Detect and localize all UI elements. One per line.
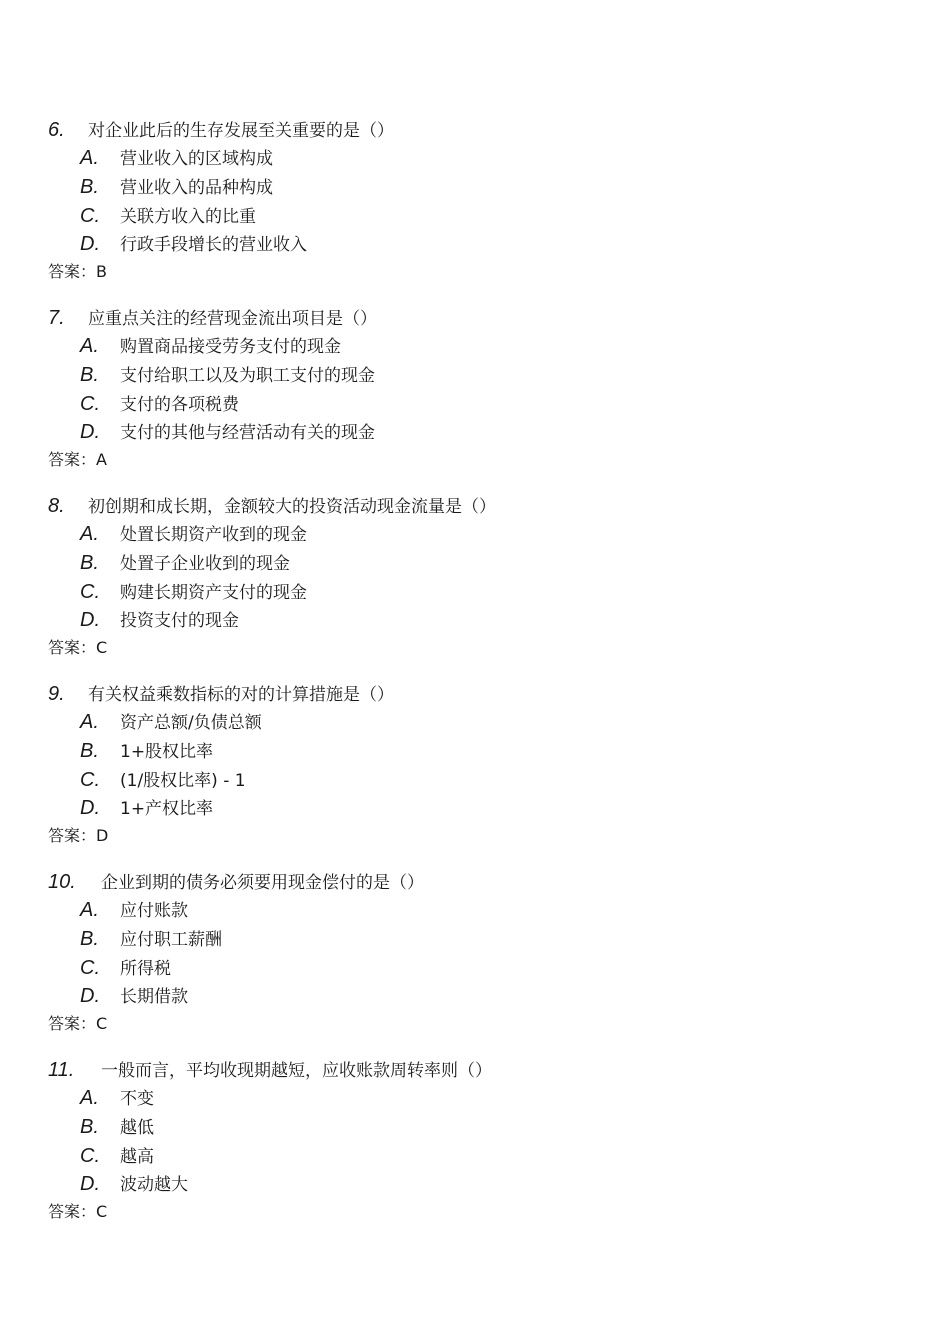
option-letter: A. xyxy=(80,523,99,545)
option-text: 支付的其他与经营活动有关的现金 xyxy=(120,423,375,443)
option-text: 营业收入的品种构成 xyxy=(120,178,273,198)
option-d xyxy=(80,794,213,822)
option-text: 波动越大 xyxy=(120,1175,188,1195)
option-letter: C. xyxy=(80,1145,100,1167)
answer-label: 答案： xyxy=(48,638,97,657)
option-letter: B. xyxy=(80,552,99,574)
option-c xyxy=(80,1142,154,1170)
option-letter: B. xyxy=(80,364,99,386)
question-text: 一般而言，平均收现期越短，应收账款周转率则（） xyxy=(101,1061,492,1081)
answer-label: 答案： xyxy=(48,450,97,469)
option-c xyxy=(80,954,171,982)
option-text: 处置子企业收到的现金 xyxy=(120,554,290,574)
option-d xyxy=(80,230,307,258)
option-b xyxy=(80,173,273,201)
question-number: 11. xyxy=(48,1059,75,1081)
option-text: 处置长期资产收到的现金 xyxy=(120,525,307,545)
option-text: 越低 xyxy=(120,1118,154,1138)
answer-label: 答案： xyxy=(48,262,97,281)
answer-value: B xyxy=(96,262,107,281)
answer-value: D xyxy=(96,826,109,845)
question-list xyxy=(0,116,950,1244)
option-text: 支付的各项税费 xyxy=(120,395,239,415)
option-letter: B. xyxy=(80,1116,99,1138)
question-line xyxy=(48,680,394,708)
question-number: 10. xyxy=(48,871,76,893)
question-number: 9. xyxy=(48,683,65,705)
option-letter: D. xyxy=(80,421,100,443)
question-text: 初创期和成长期，金额较大的投资活动现金流量是（） xyxy=(88,497,496,517)
option-text: 应付账款 xyxy=(120,901,188,921)
option-d xyxy=(80,418,375,446)
answer-line xyxy=(48,1198,107,1226)
option-c xyxy=(80,390,239,418)
option-text: 关联方收入的比重 xyxy=(120,207,256,227)
option-text: 应付职工薪酬 xyxy=(120,930,222,950)
question-number: 8. xyxy=(48,495,65,517)
question-text: 有关权益乘数指标的对的计算措施是（） xyxy=(88,685,394,705)
option-text: 行政手段增长的营业收入 xyxy=(120,235,307,255)
option-letter: C. xyxy=(80,581,100,603)
option-c xyxy=(80,578,307,606)
question-item xyxy=(0,680,950,868)
option-letter: D. xyxy=(80,609,100,631)
option-text: 投资支付的现金 xyxy=(120,611,239,631)
answer-value: C xyxy=(96,1014,108,1033)
option-letter: B. xyxy=(80,928,99,950)
option-a xyxy=(80,332,341,360)
option-c xyxy=(80,766,246,794)
option-letter: A. xyxy=(80,899,99,921)
option-a xyxy=(80,1084,154,1112)
question-item xyxy=(0,492,950,680)
option-text: 资产总额/负债总额 xyxy=(120,713,262,733)
question-line xyxy=(48,492,496,520)
question-item xyxy=(0,1056,950,1244)
option-text: 长期借款 xyxy=(120,987,188,1007)
option-letter: B. xyxy=(80,740,99,762)
question-number: 6. xyxy=(48,119,65,141)
question-item xyxy=(0,116,950,304)
option-letter: A. xyxy=(80,335,99,357)
option-letter: D. xyxy=(80,1173,100,1195)
question-line xyxy=(48,116,394,144)
option-a xyxy=(80,896,188,924)
option-letter: C. xyxy=(80,205,100,227)
option-letter: C. xyxy=(80,769,100,791)
option-text: 1+产权比率 xyxy=(120,799,214,819)
option-a xyxy=(80,708,262,736)
option-text: 营业收入的区域构成 xyxy=(120,149,273,169)
option-letter: C. xyxy=(80,393,100,415)
option-text: 不变 xyxy=(120,1089,154,1109)
option-text: (1/股权比率) - 1 xyxy=(120,771,246,791)
option-letter: B. xyxy=(80,176,99,198)
question-text: 应重点关注的经营现金流出项目是（） xyxy=(88,309,377,329)
option-b xyxy=(80,737,213,765)
option-text: 购置商品接受劳务支付的现金 xyxy=(120,337,341,357)
answer-line xyxy=(48,1010,107,1038)
option-letter: A. xyxy=(80,147,99,169)
option-d xyxy=(80,606,239,634)
answer-line xyxy=(48,822,108,850)
answer-label: 答案： xyxy=(48,826,97,845)
option-b xyxy=(80,361,375,389)
question-number: 7. xyxy=(48,307,65,329)
option-a xyxy=(80,144,273,172)
option-letter: A. xyxy=(80,711,99,733)
question-line xyxy=(48,868,424,896)
option-letter: C. xyxy=(80,957,100,979)
option-b xyxy=(80,1113,154,1141)
option-text: 1+股权比率 xyxy=(120,742,214,762)
question-text: 对企业此后的生存发展至关重要的是（） xyxy=(88,121,394,141)
option-c xyxy=(80,202,256,230)
option-b xyxy=(80,549,290,577)
answer-value: C xyxy=(96,1202,108,1221)
answer-value: C xyxy=(96,638,108,657)
question-line xyxy=(48,1056,492,1084)
option-letter: D. xyxy=(80,233,100,255)
option-a xyxy=(80,520,307,548)
option-d xyxy=(80,1170,188,1198)
question-text: 企业到期的债务必须要用现金偿付的是（） xyxy=(101,873,424,893)
question-item xyxy=(0,868,950,1056)
option-text: 购建长期资产支付的现金 xyxy=(120,583,307,603)
option-b xyxy=(80,925,222,953)
answer-label: 答案： xyxy=(48,1202,97,1221)
answer-line xyxy=(48,258,107,286)
answer-label: 答案： xyxy=(48,1014,97,1033)
question-line xyxy=(48,304,377,332)
answer-line xyxy=(48,446,107,474)
option-letter: D. xyxy=(80,985,100,1007)
option-letter: A. xyxy=(80,1087,99,1109)
option-d xyxy=(80,982,188,1010)
answer-line xyxy=(48,634,107,662)
option-text: 支付给职工以及为职工支付的现金 xyxy=(120,366,375,386)
option-letter: D. xyxy=(80,797,100,819)
option-text: 越高 xyxy=(120,1147,154,1167)
answer-value: A xyxy=(96,450,107,469)
option-text: 所得税 xyxy=(120,959,171,979)
question-item xyxy=(0,304,950,492)
